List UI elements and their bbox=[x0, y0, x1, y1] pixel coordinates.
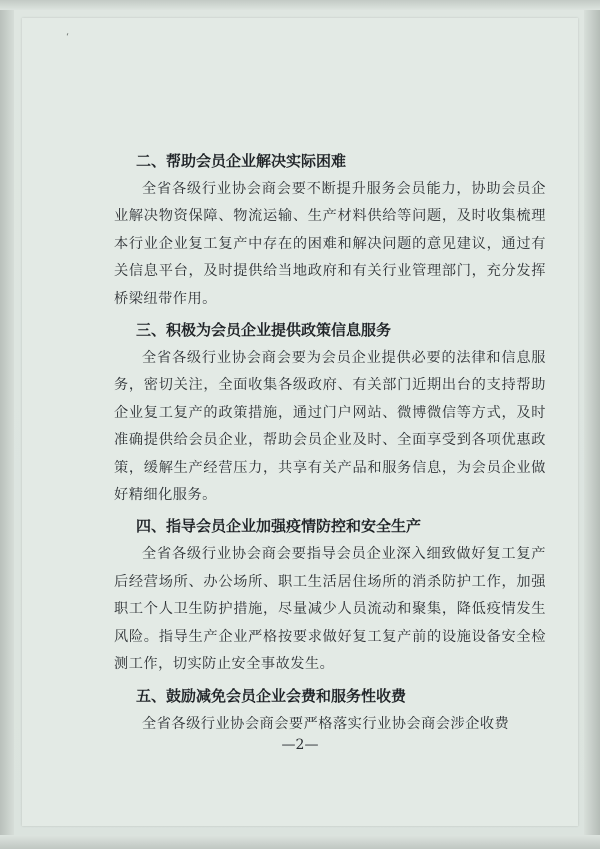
section-3 bbox=[114, 315, 546, 509]
section-heading: 五、鼓励减免会员企业会费和服务性收费 bbox=[136, 686, 407, 705]
scan-border-right bbox=[584, 0, 600, 849]
document-body bbox=[114, 146, 546, 740]
section-paragraph: 全省各级行业协会商会要严格落实行业协会商会涉企收费 bbox=[142, 715, 510, 732]
scan-border-bottom bbox=[0, 835, 600, 849]
scan-border-top bbox=[0, 0, 600, 10]
section-heading: 四、指导会员企业加强疫情防控和安全生产 bbox=[136, 517, 422, 536]
section-2 bbox=[114, 146, 546, 313]
section-heading: 三、积极为会员企业提供政策信息服务 bbox=[136, 321, 392, 340]
section-4 bbox=[114, 511, 546, 678]
page-number: —2— bbox=[281, 737, 319, 753]
scan-mark: ‘ bbox=[66, 32, 70, 43]
paper-sheet bbox=[22, 18, 578, 826]
section-paragraph: 全省各级行业协会商会要为会员企业提供必要的法律和信息服务，密切关注，全面收集各级政府、有关部门近期出台的支持帮助企业复工复产的政策措施，通过门户网站、微博微信等方式，及时准确提供给会员企业，帮助会员企业及时、全面享受到各项优惠政策，缓解生产经营压力，共享有关产品和服务信息，为会员企业做好精细化服务。 bbox=[114, 350, 546, 504]
section-paragraph: 全省各级行业协会商会要不断提升服务会员能力，协助会员企业解决物资保障、物流运输、生产材料供给等问题，及时收集梳理本行业企业复工复产中存在的困难和解决问题的意见建议，通过有关信息平台，及时提供给当地政府和有关行业管理部门，充分发挥桥梁纽带作用。 bbox=[114, 181, 546, 307]
section-heading: 二、帮助会员企业解决实际困难 bbox=[136, 152, 347, 170]
section-5 bbox=[114, 681, 546, 738]
scan-border-left bbox=[0, 0, 14, 849]
section-paragraph: 全省各级行业协会商会要指导会员企业深入细致做好复工复产后经营场所、办公场所、职工生活居住场所的消杀防护工作，加强职工个人卫生防护措施，尽量减少人员流动和聚集，降低疫情发生风险。指导生产企业严格按要求做好复工复产前的设施设备安全检测工作，切实防止安全事故发生。 bbox=[114, 546, 546, 673]
